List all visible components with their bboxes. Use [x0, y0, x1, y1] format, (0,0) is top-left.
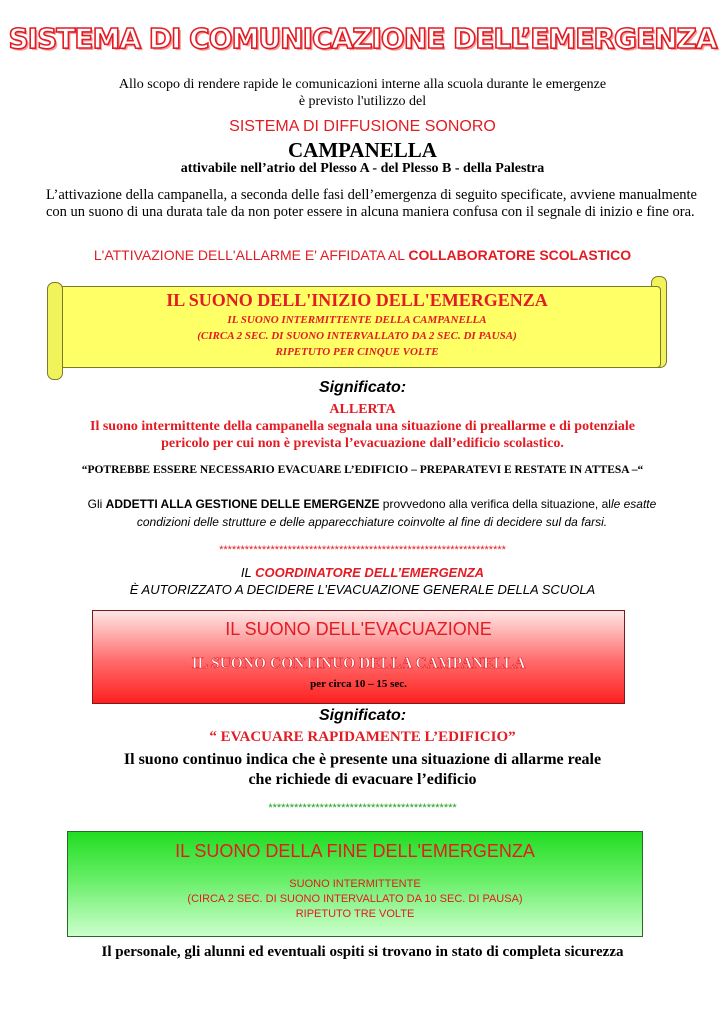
intro-text — [0, 76, 725, 110]
evacuation-heading: IL SUONO DELL'EVACUAZIONE — [225, 619, 492, 639]
coordinator-prefix: IL — [240, 565, 256, 580]
staff-note-italic-1: le esatte — [610, 497, 657, 511]
staff-note-role: ADDETTI ALLA GESTIONE DELLE EMERGENZE — [105, 497, 380, 511]
evacuate-description — [0, 750, 725, 790]
evacuate-description-line-1: Il suono continuo indica che è presente una situazione di allarme reale — [123, 751, 602, 768]
staff-note-italic-2: condizioni delle strutture e delle apparecchiature coinvolte al fine di decidere sul da farsi. — [136, 515, 608, 529]
start-signal-scroll — [47, 282, 667, 370]
emergency-staff-note — [52, 495, 692, 531]
meaning-label-2: Significato: — [318, 707, 407, 724]
evacuation-signal-box — [92, 610, 625, 704]
end-signal-heading: IL SUONO DELLA FINE DELL'EMERGENZA — [175, 841, 535, 861]
coordinator-line — [0, 565, 725, 580]
alarm-assignment-prefix: L'ATTIVAZIONE DELL'ALLARME E' AFFIDATA AL — [93, 247, 409, 263]
evacuation-duration: per circa 10 – 15 sec. — [310, 678, 407, 690]
alert-description — [0, 418, 725, 452]
start-signal-heading: IL SUONO DELL'INIZIO DELL'EMERGENZA — [166, 290, 548, 310]
evacuate-command: “ EVACUARE RAPIDAMENTE L’EDIFICIO” — [209, 729, 516, 745]
start-signal-line-3: RIPETUTO PER CINQUE VOLTE — [275, 346, 439, 358]
coordinator-text: È AUTORIZZATO A DECIDERE L’EVACUAZIONE GENERALE DELLA SCUOLA — [129, 582, 596, 597]
end-signal-line-2: (CIRCA 2 SEC. DI SUONO INTERVALLATO DA 10 SEC. DI PAUSA) — [187, 893, 523, 905]
separator-green: ******************************************** — [268, 802, 457, 814]
activation-paragraph: L’attivazione della campanella, a seconda delle fasi dell’emergenza di seguito specificate, avviene manualmente con un suono di una durata tale da non poter essere in alcuna maniera confusa con il segnale di inizio e fine ora. — [46, 187, 697, 220]
staff-note-mid: provvedono alla verifica della situazione, al — [379, 497, 611, 511]
start-signal-line-2: (CIRCA 2 SEC. DI SUONO INTERVALLATO DA 2 SEC. DI PAUSA) — [197, 330, 517, 342]
alarm-assignment-role: COLLABORATORE SCOLASTICO — [408, 247, 632, 263]
alarm-assignment — [0, 247, 725, 263]
end-signal-line-1: SUONO INTERMITTENTE — [289, 878, 421, 890]
staff-note-prefix: Gli — [87, 497, 106, 511]
alert-description-line-1: Il suono intermittente della campanella segnala una situazione di preallarme e di potenziale — [90, 419, 635, 434]
device-location: attivabile nell’atrio del Plesso A - del Plesso B - della Palestra — [180, 161, 545, 176]
end-signal-line-3: RIPETUTO TRE VOLTE — [295, 908, 415, 920]
final-statement: Il personale, gli alunni ed eventuali ospiti si trovano in stato di completa sicurezza — [101, 944, 624, 960]
intro-line-1: Allo scopo di rendere rapide le comunicazioni interne alla scuola durante le emergenze — [118, 77, 607, 92]
alert-description-line-2: pericolo per cui non è prevista l’evacuazione dall’edificio scolastico. — [161, 436, 564, 451]
evacuation-subheading: IL SUONO CONTINUO DELLA CAMPANELLA — [191, 655, 526, 672]
meaning-label-1: Significato: — [318, 379, 407, 396]
coordinator-role: COORDINATORE DELL’EMERGENZA — [255, 565, 485, 580]
system-name: SISTEMA DI DIFFUSIONE SONORO — [229, 118, 496, 135]
start-signal-line-1: IL SUONO INTERMITTENTE DELLA CAMPANELLA — [227, 314, 487, 326]
alert-state: ALLERTA — [329, 402, 396, 417]
end-signal-box — [67, 831, 643, 937]
intro-line-2: è previsto l'utilizzo del — [298, 94, 427, 109]
page-title: SISTEMA DI COMUNICAZIONE DELL’EMERGENZA — [8, 22, 717, 55]
device-name: CAMPANELLA — [288, 138, 437, 162]
evacuate-description-line-2: che richiede di evacuare l’edificio — [248, 771, 477, 788]
separator-red: ******************************************************************* — [219, 544, 506, 556]
alert-quote: “POTREBBE ESSERE NECESSARIO EVACUARE L’EDIFICIO – PREPARATEVI E RESTATE IN ATTESA –“ — [81, 464, 644, 476]
